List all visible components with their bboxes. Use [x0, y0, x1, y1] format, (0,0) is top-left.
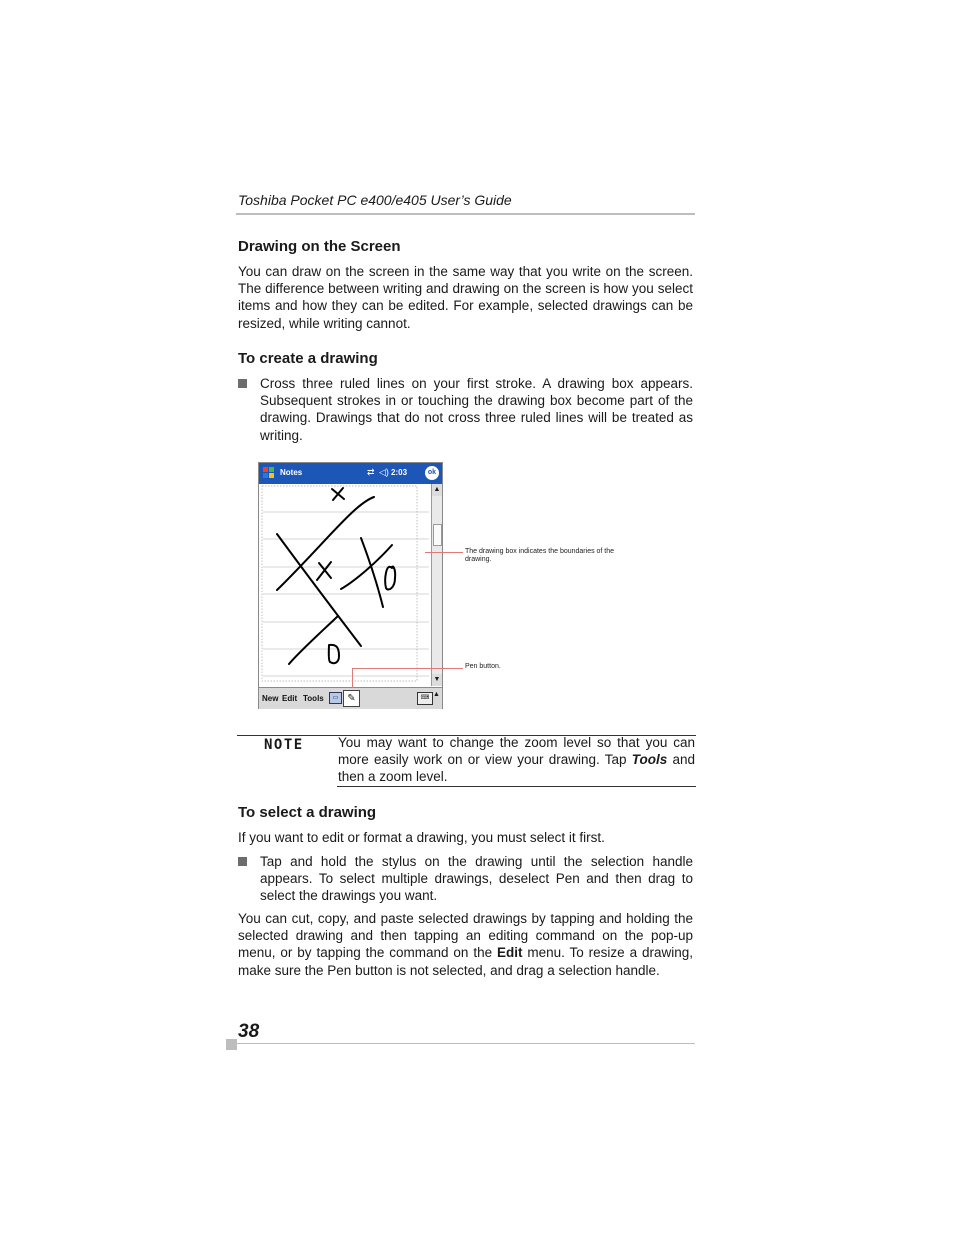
note-text-end: and then a zoom level. — [338, 752, 695, 785]
section-heading-create: To create a drawing — [238, 350, 378, 367]
vertical-scrollbar[interactable] — [431, 484, 442, 686]
callout-line-pen — [352, 668, 463, 669]
bullet-text: Cross three ruled lines on your first stroke. A drawing box appears. Subsequent strokes in or touching the drawing box become part of the drawing. Drawings that do not cross three ruled lines will be treated as writing. — [260, 376, 693, 443]
callout-pen: Pen button. — [465, 663, 501, 670]
note-rule-bottom — [337, 786, 696, 787]
scroll-thumb[interactable] — [433, 524, 442, 546]
app-title: Notes — [280, 468, 303, 477]
note-tools-emphasis: Tools — [631, 752, 668, 768]
sync-icon: ⇄ — [367, 467, 375, 477]
section-intro-select: If you want to edit or format a drawing, you must select it first. — [238, 830, 605, 845]
callout-drawing-box: The drawing box indicates the boundaries of the drawing. — [465, 548, 615, 563]
bullet-square-icon — [238, 379, 247, 388]
edit-menu-emphasis: Edit — [496, 945, 523, 961]
menu-new[interactable]: New — [262, 694, 279, 703]
input-menu-arrow-icon[interactable]: ▲ — [433, 691, 440, 698]
callout-line-drawing-box — [425, 552, 463, 553]
note-text-start: You may want to change the zoom level so that you can more easily work on or view your drawing. Tap — [338, 735, 695, 768]
command-bar — [259, 687, 442, 709]
scroll-up-arrow-icon[interactable]: ▲ — [432, 484, 442, 496]
body-text-start: You can cut, copy, and paste selected drawings by tapping and holding the selected drawing and then tapping an editing command on the pop-up menu, or by tapping the command on the — [238, 911, 693, 961]
footer-rule — [237, 1043, 695, 1044]
clock: 2:03 — [391, 468, 408, 477]
menu-edit[interactable]: Edit — [282, 694, 298, 703]
ruled-lines — [263, 512, 429, 676]
bullet-text: Tap and hold the stylus on the drawing until the selection handle appears. To select multiple drawings, deselect Pen and then drag to select the drawings you want. — [260, 854, 693, 904]
page-number: 38 — [238, 1021, 260, 1042]
menu-tools[interactable]: Tools — [303, 694, 324, 703]
header-rule — [236, 213, 695, 215]
section-heading-select: To select a drawing — [238, 804, 377, 821]
footer-square — [226, 1039, 237, 1050]
section-body-drawing: You can draw on the screen in the same way that you write on the screen. The difference between writing and drawing on the screen is how you select items and how they can be edited. For example, selected drawings can be resized, while writing cannot. — [238, 264, 693, 331]
title-bar — [259, 463, 442, 484]
keyboard-icon[interactable]: ⌨ — [417, 692, 433, 705]
body-text-end: menu. To resize a drawing, make sure the Pen button is not selected, and drag a selection handle. — [238, 945, 693, 978]
recording-icon[interactable]: ▭ — [329, 692, 342, 704]
note-text — [338, 734, 695, 786]
pen-button[interactable]: ✎ — [343, 690, 360, 707]
drawing-strokes — [277, 488, 395, 664]
volume-icon: ◁) — [379, 467, 389, 477]
notes-screenshot — [258, 462, 443, 709]
scroll-down-arrow-icon[interactable]: ▼ — [432, 674, 442, 686]
callout-line-pen-vertical — [352, 668, 353, 688]
start-menu-icon — [261, 465, 277, 481]
section-heading-drawing: Drawing on the Screen — [238, 238, 401, 255]
section-body-select — [238, 910, 693, 979]
bullet-square-icon — [238, 857, 247, 866]
note-label: NOTE — [264, 737, 304, 753]
ok-button[interactable]: ok — [425, 466, 439, 480]
drawing-canvas[interactable] — [259, 484, 431, 686]
running-header: Toshiba Pocket PC e400/e405 User’s Guide — [238, 192, 512, 208]
